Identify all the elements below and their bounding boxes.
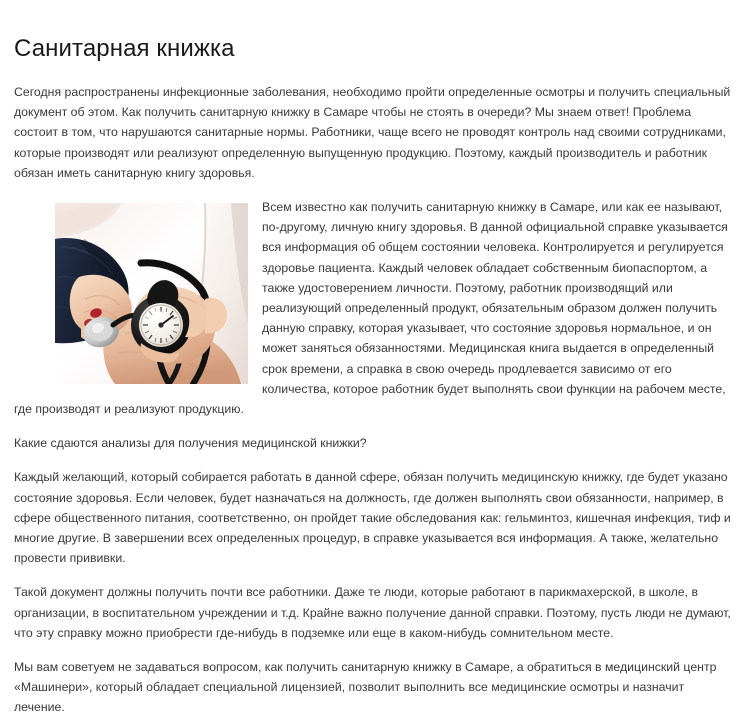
article-photo (55, 203, 248, 384)
question-line: Какие сдаются анализы для получения медицинской книжки? (14, 436, 367, 451)
paragraph-advice: Мы вам советуем не задаваться вопросом, как получить санитарную книжку в Самаре, а обратиться в медицинский центр «Машинери», который обладает специальной лицензией, позволит выполнить все медицинские осмотры и назначит лечение. (14, 660, 717, 715)
article-body (14, 82, 738, 718)
page-title: Санитарная книжка (14, 35, 235, 63)
article-tail (14, 467, 738, 717)
blood-pressure-measurement-photo (55, 203, 248, 384)
intro-paragraph: Сегодня распространены инфекционные заболевания, необходимо пройти определенные осмотры и получить специальный документ об этом. Как получить санитарную книжку в Самаре чтобы не стоять в очереди? Мы знаем ответ! Проблема состоит в том, что нарушаются санитарные нормы. Работники, чаще всего не проводят контроль над своими сотрудниками, которые производят или реализуют определенную выпущенную продукцию. Поэтому, каждый производитель и работник обязан иметь санитарную книгу здоровья. (14, 85, 731, 180)
wrapped-paragraph: Всем известно как получить санитарную книжку в Самаре, или как ее называют, по-другому, личную книгу здоровья. В данной официальной справке указывается вся информация об общем состоянии человека. Контролируется и регулируется здоровье пациента. Каждый человек обладает собственным биопаспортом, а также удостоверением личности. Поэтому, работник производящий или реализующий определенный продукт, обязательным образом должен получить данную справку, которая указывает, что состояние здоровья нормальное, и он может заняться обязанностями. Медицинская книга выдается в определенный срок времени, а справка в свою очередь продлевается зависимо от его количества, которое работник будет выполнять свои функции на рабочем месте, где производят и реализуют продукцию. (14, 200, 728, 417)
paragraph-analyses: Каждый желающий, который собирается работать в данной сфере, обязан получить медицинскую книжку, где будет указано состояние здоровья. Если человек, будет назначаться на должность, где должен выполнять свои обязанности, например, в сфере общественного питания, соответственно, он пройдет такие обследования как: гельминтоз, кишечная инфекция, тиф и многие другие. В завершении всех определенных процедур, в справке указывается вся информация. А также, желательно провести прививки. (14, 470, 731, 566)
paragraph-workers: Такой документ должны получить почти все работники. Даже те люди, которые работают в парикмахерской, в школе, в организации, в воспитательном учреждении и т.д. Крайне важно получение данной справки. Поэтому, пусть люди не думают, что эту справку можно приобрести где-нибудь в подземке или еще в каком-нибудь сомнительном месте. (14, 585, 731, 640)
